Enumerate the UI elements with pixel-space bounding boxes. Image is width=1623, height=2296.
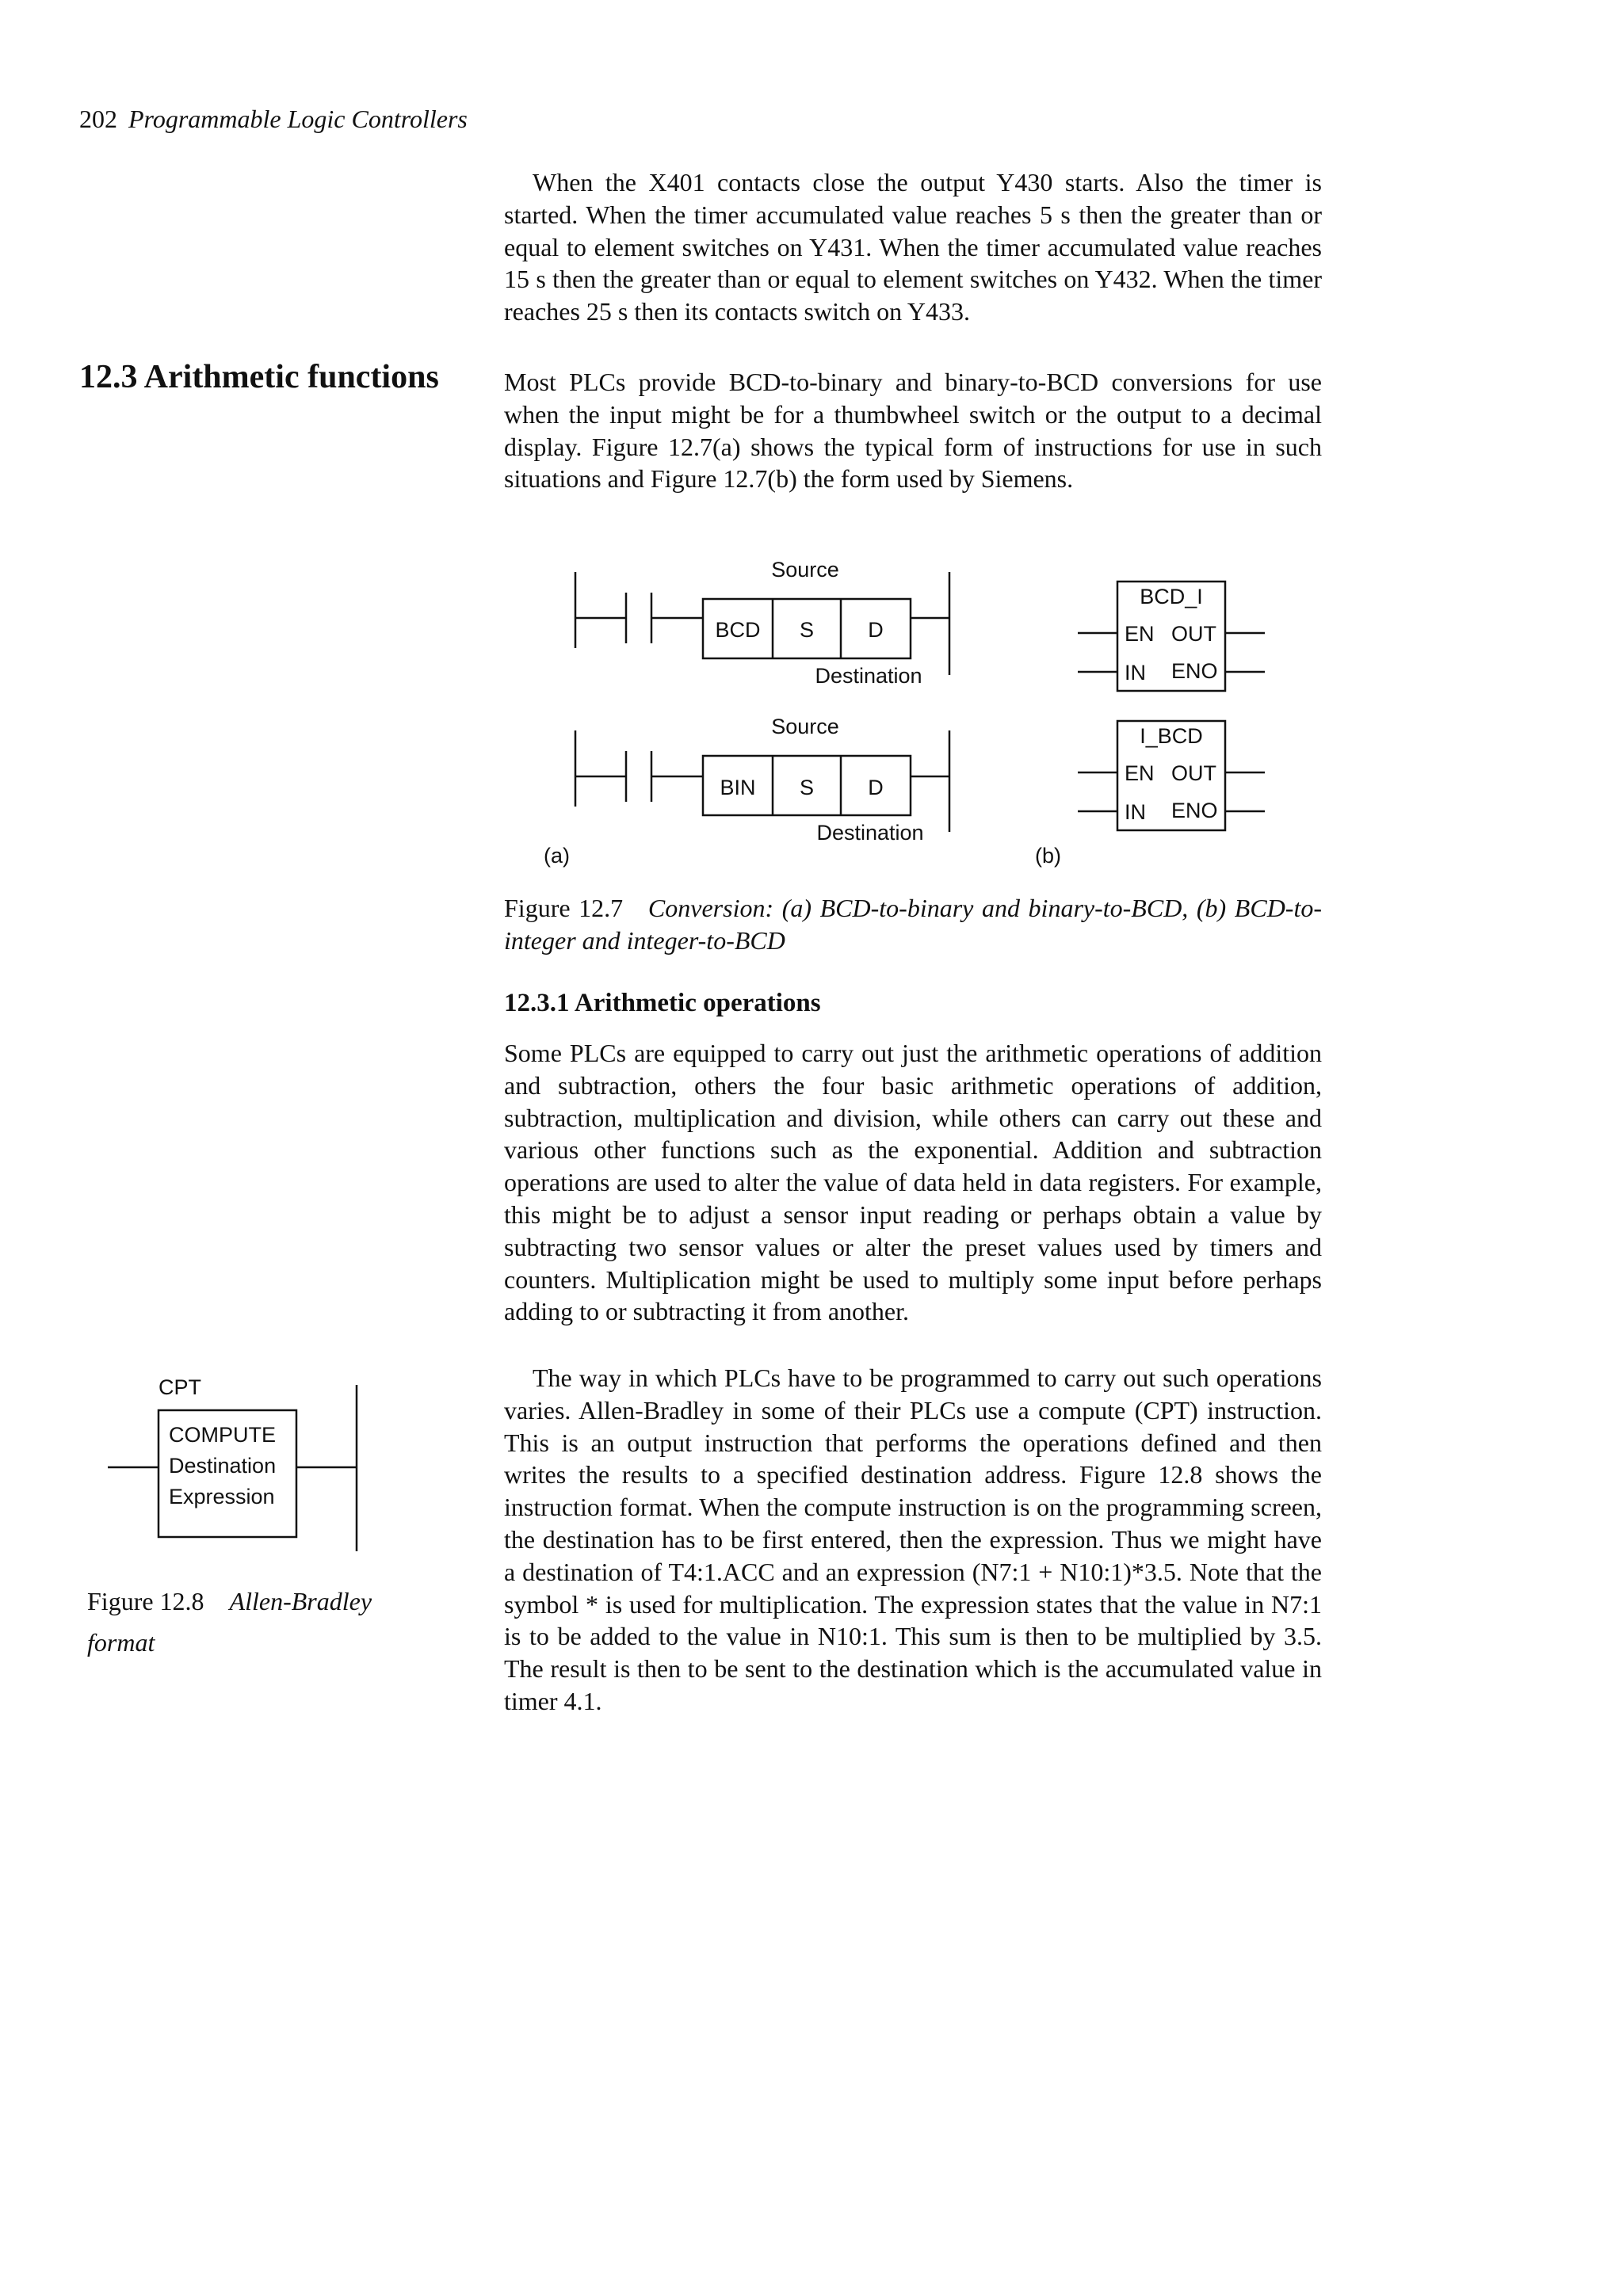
- box-label-bcd: BCD: [715, 618, 761, 642]
- i-bcd-in: IN: [1125, 800, 1146, 824]
- bcd-i-in: IN: [1125, 661, 1146, 685]
- i-bcd-eno: ENO: [1171, 799, 1218, 822]
- paragraph-bcd-conversion: Most PLCs provide BCD-to-binary and binary-to-BCD conversions for use when the input might be for a thumbwheel switch or the output to a decimal display. Figure 12.7(a) shows the typical form of instructions for use in such situations and Figure 12.7(b) the form used by Siemens.: [504, 368, 1322, 494]
- bcd-i-title: BCD_I: [1140, 585, 1203, 608]
- source-label-top: Source: [771, 558, 839, 582]
- page-number: 202: [79, 105, 117, 133]
- paragraph-allen-bradley: The way in which PLCs have to be programmed to carry out such operations varies. Allen-Bradley in some of their PLCs use a compute (CPT) instruction. This is an output instruction that performs the operations defined and then writes the results to a specified destination address. Figure 12.8 shows the instruction format. When the compute instruction is on the programming screen, the destination has to be first entered, then the expression. Thus we might have a destination of T4:1.ACC and an expression (N7:1 + N10:1)*3.5. Note that the symbol * is used for multiplication. The expression states that the value in N7:1 is to be added to the value in N10:1. This sum is then to be multiplied by 3.5. The result is then to be sent to the destination which is the accumulated value in timer 4.1.: [504, 1363, 1322, 1715]
- i-bcd-en: EN: [1125, 761, 1155, 785]
- bcd-i-eno: ENO: [1171, 659, 1218, 683]
- figure-12-7-caption: [504, 892, 1322, 957]
- subsection-heading: 12.3.1 Arithmetic operations: [504, 989, 821, 1017]
- box-label-s-top: S: [799, 618, 815, 642]
- box-label-d-top: D: [868, 618, 884, 642]
- compute-line-destination: Destination: [169, 1454, 277, 1478]
- label-b: (b): [1035, 844, 1061, 868]
- running-head: [79, 106, 468, 132]
- figure-12-7-caption-text: Conversion: (a) BCD-to-binary and binary-to-BCD, (b) BCD-to-integer and integer-to-BCD: [504, 894, 1323, 955]
- label-a: (a): [544, 844, 570, 868]
- figure-12-8-caption: [87, 1581, 420, 1663]
- compute-line-expression: Expression: [169, 1485, 275, 1508]
- destination-label-top: Destination: [815, 664, 922, 688]
- book-title: Programmable Logic Controllers: [128, 105, 468, 133]
- i-bcd-out: OUT: [1171, 761, 1216, 785]
- paragraph-timer: When the X401 contacts close the output Y430 starts. Also the timer is started. When the timer accumulated value reaches 5 s then the greater than or equal to element switches on Y431. When the timer accumulated value reaches 15 s then the greater than or equal to element switches on Y432. When the timer reaches 25 s then its contacts switch on Y433.: [504, 168, 1322, 326]
- bcd-i-out: OUT: [1171, 622, 1216, 646]
- figure-12-7-number: Figure 12.7: [504, 894, 624, 922]
- figure-12-8-number: Figure 12.8: [87, 1587, 204, 1615]
- source-label-bottom: Source: [771, 715, 839, 738]
- destination-label-bottom: Destination: [816, 821, 924, 845]
- cpt-label: CPT: [158, 1375, 201, 1399]
- figure-12-8-caption-line1: Allen-Bradley: [229, 1587, 372, 1615]
- bcd-i-en: EN: [1125, 622, 1155, 646]
- compute-line-compute: COMPUTE: [169, 1423, 276, 1447]
- box-label-bin: BIN: [720, 776, 756, 799]
- figure-12-7-diagram: [507, 547, 1284, 879]
- section-heading: 12.3 Arithmetic functions: [79, 359, 439, 395]
- box-label-d-bottom: D: [868, 776, 884, 799]
- figure-12-8-diagram: [95, 1363, 365, 1561]
- i-bcd-title: I_BCD: [1140, 724, 1203, 748]
- paragraph-arithmetic-operations: Some PLCs are equipped to carry out just the arithmetic operations of addition and subtraction, others the four basic arithmetic operations of addition, subtraction, multiplication and division, while others can carry out these and various other functions such as the exponential. Addition and subtraction operations are used to alter the value of data held in data registers. For example, this might be to adjust a sensor input reading or perhaps obtain a value by subtracting two sensor values or alter the preset values used by timers and counters. Multiplication might be used to multiply some input before perhaps adding to or subtracting it from another.: [504, 1039, 1322, 1326]
- box-label-s-bottom: S: [799, 776, 815, 799]
- figure-12-8-caption-line2: format: [87, 1628, 155, 1657]
